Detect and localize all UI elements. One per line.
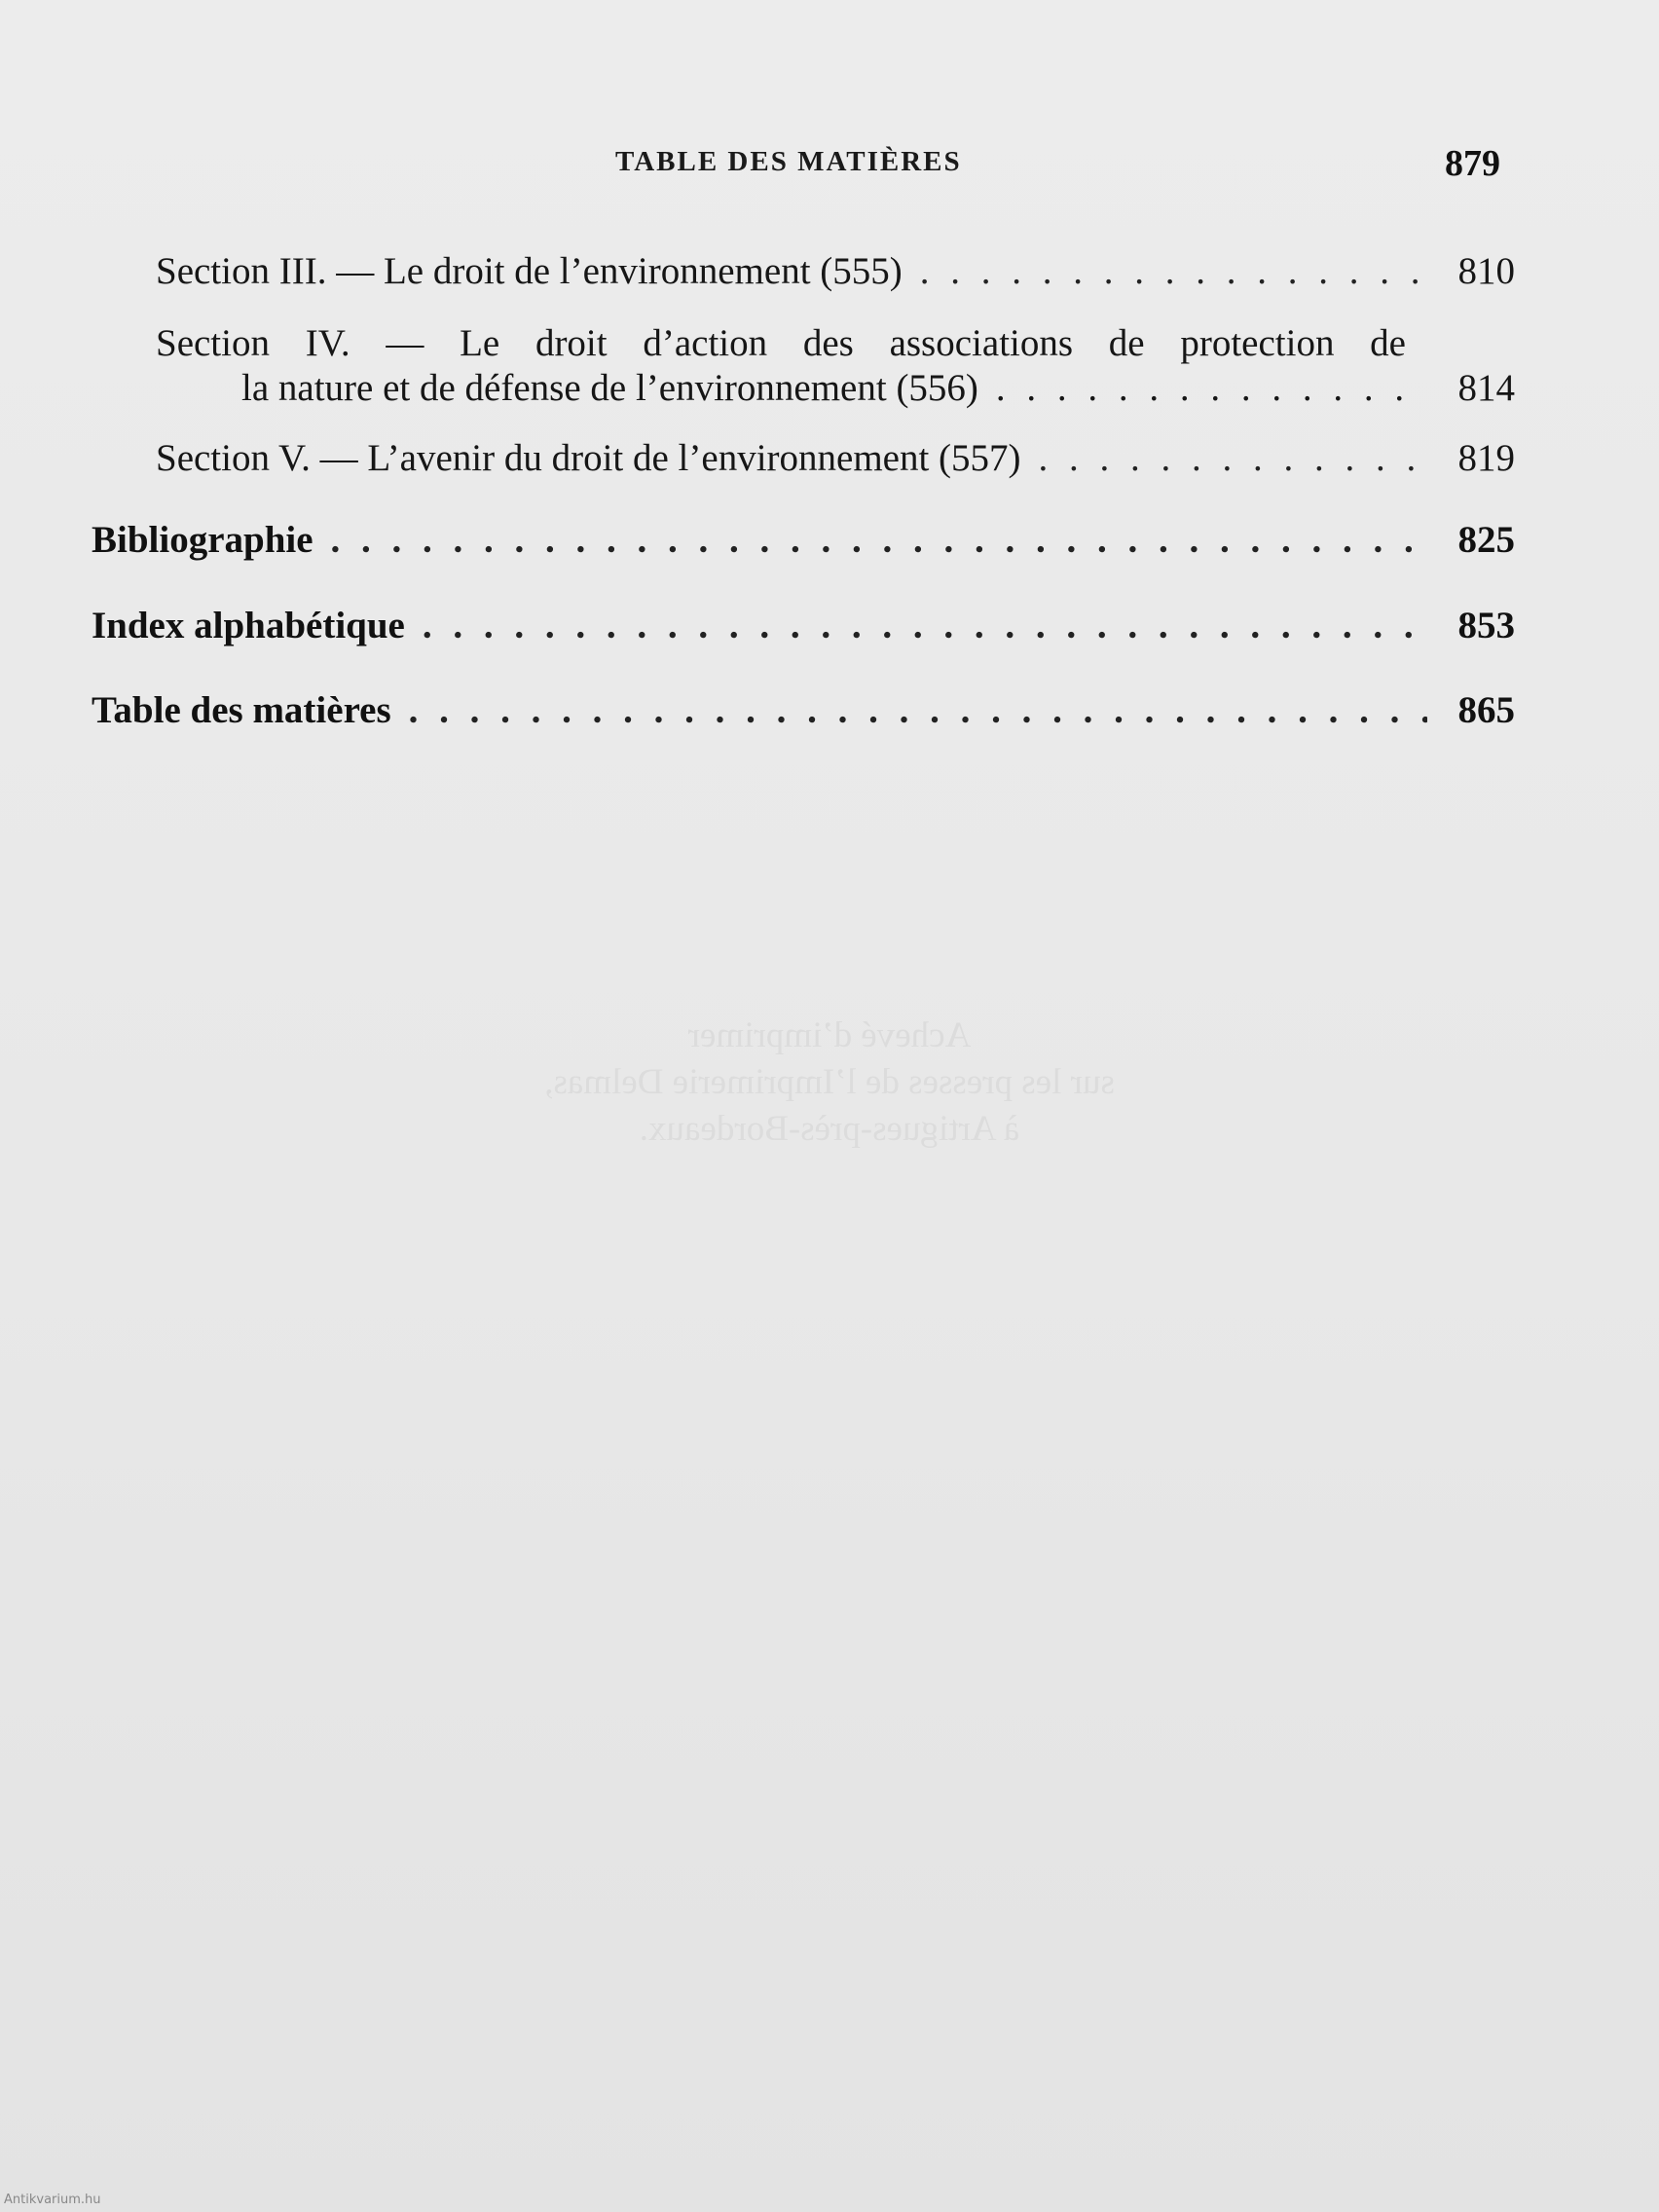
toc-entry-label-line-2: la nature et de défense de l’environnement (556) xyxy=(241,367,978,409)
toc-entry-page: 810 xyxy=(1457,250,1515,292)
dot-leader xyxy=(1039,436,1427,480)
dot-leader xyxy=(996,366,1427,410)
toc-entry-index xyxy=(92,604,1515,652)
toc-entry-page: 814 xyxy=(1457,367,1515,409)
running-head xyxy=(0,144,1659,187)
toc-entry-page: 865 xyxy=(1457,689,1515,731)
show-through-colophon xyxy=(0,1013,1659,1153)
toc-entry-page: 825 xyxy=(1457,519,1515,561)
toc-entry-label-line-1: Section IV. — Le droit d’action des associations de protection de xyxy=(156,322,1406,364)
dot-leader xyxy=(920,249,1427,293)
toc-entry-bibliographie xyxy=(92,518,1515,567)
colophon-line-3: à Artigues-près-Bordeaux. xyxy=(639,1109,1020,1149)
dot-leader xyxy=(331,518,1427,562)
toc-entry-label: Bibliographie xyxy=(92,519,313,561)
toc-entry-section-4 xyxy=(156,321,1515,415)
toc-entry-label: Index alphabétique xyxy=(92,605,405,646)
toc-entry-label-line-2-row xyxy=(241,366,1515,415)
toc-entry-section-5 xyxy=(156,436,1515,485)
running-head-title: TABLE DES MATIÈRES xyxy=(615,146,962,177)
dot-leader xyxy=(423,604,1427,647)
toc-entry-table-des-matieres xyxy=(92,688,1515,737)
toc-entry-label: Section III. — Le droit de l’environnement (555) xyxy=(156,250,903,292)
colophon-line-1: Achevé d’imprimer xyxy=(687,1015,972,1055)
toc-entry-label: Table des matières xyxy=(92,689,391,731)
toc-entry-page: 819 xyxy=(1457,437,1515,479)
colophon-line-2: sur les presses de l’Imprimerie Delmas, xyxy=(544,1062,1115,1102)
dot-leader xyxy=(409,688,1427,732)
toc-entry-page: 853 xyxy=(1457,605,1515,646)
toc-entry-section-3 xyxy=(156,249,1515,298)
page-number: 879 xyxy=(1445,143,1500,184)
watermark: Antikvarium.hu xyxy=(4,2193,101,2207)
toc-entry-label: Section V. — L’avenir du droit de l’environnement (557) xyxy=(156,437,1021,479)
